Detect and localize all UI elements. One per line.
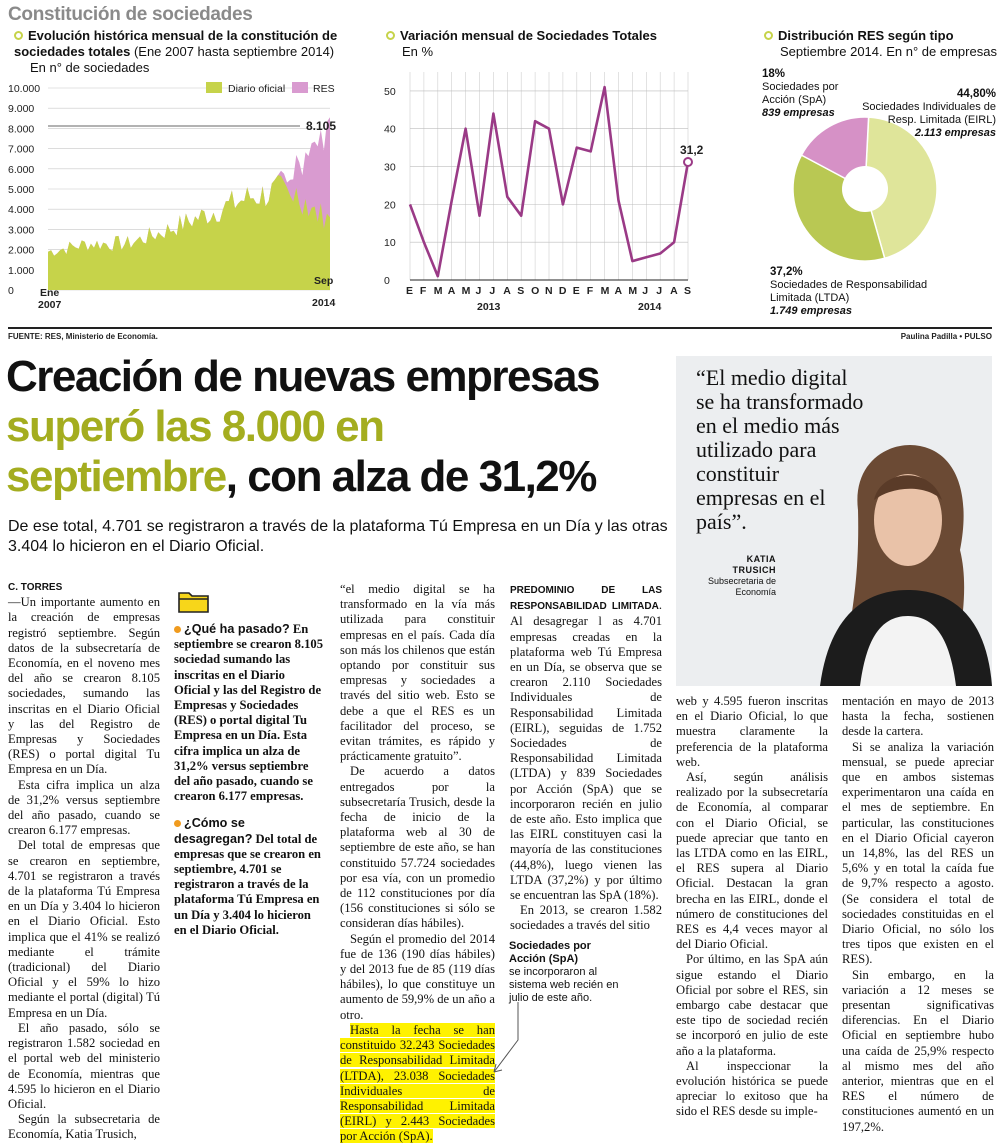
column-4 xyxy=(510,582,662,934)
qa-question-2: ¿Cómo se desagregan? xyxy=(174,816,253,846)
x-tick-label: J xyxy=(656,285,663,297)
x-tick-label: S xyxy=(517,285,525,297)
paragraph: “el medio digital se ha transformado en la vía más utilizada para constituir empresas en el país. Cada día son más los chilenos que están optando por constituir sus empresas y sociedades a través del sitio web. Esto se debe a que el RES es un facilitador del proceso, se evitan trámites, es rápido y prácticamente gratuito”. xyxy=(340,582,495,764)
chart1-x-start: Ene xyxy=(40,287,60,299)
pie-name-spa: Sociedades por Acción (SpA) xyxy=(762,81,839,106)
y-tick-label: 10 xyxy=(384,237,396,250)
x-tick-label: M xyxy=(628,285,638,297)
paragraph: web y 4.595 fueron inscritas en el Diario Oficial, lo que muestra claramente la preferencia de la plataforma web. xyxy=(676,694,828,769)
section-title: Constitución de sociedades xyxy=(8,4,253,25)
chart2-line-chart xyxy=(370,60,704,326)
legend-swatch-res xyxy=(292,82,308,93)
x-tick-label: J xyxy=(475,285,482,297)
x-tick-label: M xyxy=(433,285,443,297)
x-tick-label: M xyxy=(600,285,610,297)
y-tick-label: 2.000 xyxy=(8,244,35,257)
chart2-year-2013: 2013 xyxy=(477,301,501,313)
chart1-area-chart xyxy=(0,78,360,326)
chart2-annotation: 31,2 xyxy=(680,143,704,158)
pie-name-eirl: Sociedades Individuales de Resp. Limitada (EIRL) xyxy=(862,101,996,126)
chart2-header xyxy=(386,28,686,60)
column-6 xyxy=(842,694,994,1135)
subheadline: De ese total, 4.701 se registraron a través de la plataforma Tú Empresa en un Día y las otras 3.404 lo hicieron en el Diario Oficial. xyxy=(8,518,668,555)
pie-label-eirl xyxy=(850,88,996,140)
chart3-subtitle: Septiembre 2014. En n° de empresas xyxy=(780,44,997,59)
y-tick-label: 30 xyxy=(384,161,396,174)
paragraph: —Un importante aumento en la creación de empresas registró septiembre. Según datos de la subsecretaría de Economía, en el noveno mes del año se crearon 8.105 sociedades, sumando las inscritas en el Diario Oficial y las del Registro de Empresas y Sociedades (RES) o portal digital Tu Empresa en un Día. xyxy=(8,595,160,777)
subhead: PREDOMINIO DE LAS RESPONSABILIDAD LIMITADA xyxy=(510,585,662,613)
headline-line1: Creación de nuevas empresas xyxy=(6,352,599,401)
paragraph: Así, según análisis realizado por la subsecretaría de Economía, al comparar con el Diario Oficial, se puede apreciar que tanto en las LTDA como en las EIRL, el RES supera al Diario Oficial. Destacan la gran brecha en las EIRL, donde el número de constituciones del RES es 4,4 veces mayor al del Diario Oficial. xyxy=(676,770,828,952)
paragraph: Al inspeccionar la evolución histórica se puede apreciar lo exitoso que ha sido el RES desde su imple- xyxy=(676,1058,828,1119)
pie-label-ltda xyxy=(770,266,930,318)
x-tick-label: A xyxy=(614,285,623,297)
y-tick-label: 6.000 xyxy=(8,163,35,176)
chart1-y-ticks xyxy=(8,83,40,297)
x-tick-label: J xyxy=(489,285,496,297)
pie-count-eirl: 2.113 empresas xyxy=(914,127,996,139)
x-tick-label: A xyxy=(447,285,456,297)
y-tick-label: 5.000 xyxy=(8,184,35,196)
x-tick-label: M xyxy=(461,285,471,297)
chart1-x-end-year: 2014 xyxy=(312,297,336,309)
paragraph: Según el promedio del 2014 fue de 136 (190 días hábiles) y del 2013 fue de 85 (119 días hábiles), lo que constituye un aumento de 59,9% de un año a otro. xyxy=(340,931,495,1022)
headline-rest: , con alza de 31,2% xyxy=(225,452,596,501)
pie-pct-ltda: 37,2% xyxy=(770,266,803,278)
chart3-donut-hole xyxy=(842,166,888,212)
y-tick-label: 0 xyxy=(384,275,390,287)
chart1-diario-area xyxy=(48,175,330,290)
paragraph: Esta cifra implica un alza de 31,2% versus septiembre del año pasado, cuando se crearon 6.177 empresas. xyxy=(8,777,160,838)
chart2-title: Variación mensual de Sociedades Totales xyxy=(400,28,657,43)
paragraph: Según la subsecretaria de Economía, Katia Trusich, xyxy=(8,1112,160,1142)
headline xyxy=(6,352,676,502)
callout xyxy=(509,940,629,1005)
quote-name-last: TRUSICH xyxy=(732,565,776,575)
column-3 xyxy=(340,582,495,1145)
source-text: FUENTE: RES, Ministerio de Economía. xyxy=(8,332,158,341)
pie-count-ltda: 1.749 empresas xyxy=(770,305,852,317)
quote-attribution xyxy=(700,554,776,598)
headline-green2: septiembre xyxy=(6,452,226,501)
bullet-icon xyxy=(174,820,181,827)
paragraph: De acuerdo a datos entregados por la subsecretaría Trusich, desde la fecha de inicio de la plataforma web al 30 de septiembre de este año, se han constituido 57.724 sociedades por esa vía, con un promedio de 112 constituciones por día (156 constituciones si sólo se consideran días hábiles). xyxy=(340,764,495,931)
column-5 xyxy=(676,694,828,1120)
x-tick-label: S xyxy=(684,285,692,297)
qa-box xyxy=(174,622,324,938)
legend-swatch-diario xyxy=(206,82,222,93)
chart1-title: Evolución histórica mensual de la constitución de sociedades totales xyxy=(14,28,338,59)
y-tick-label: 50 xyxy=(384,85,396,98)
headline-green1: superó las 8.000 en xyxy=(6,402,384,451)
bullet-icon xyxy=(386,31,395,40)
chart1-x-start-year: 2007 xyxy=(38,299,62,311)
x-tick-label: E xyxy=(406,285,414,297)
x-tick-label: F xyxy=(419,285,427,297)
y-tick-label: 9.000 xyxy=(8,103,35,116)
qa-answer-1: En septiembre se crearon 8.105 sociedad sumando las inscritas en el Diario Oficial y las del Registro de Empresas y Sociedades (RES) o portal digital Tu Empresa en un Día. Esta cifra implica un alza de 31,2% versus septiembre del año pasado, cuando se crearon 6.177 empresas. xyxy=(174,622,323,804)
y-tick-label: 20 xyxy=(384,199,396,212)
pie-pct-eirl: 44,80% xyxy=(956,88,996,100)
y-tick-label: 8.000 xyxy=(8,123,35,136)
x-tick-label: O xyxy=(531,285,540,297)
quote-name-first: KATIA xyxy=(746,554,776,564)
y-tick-label: 1.000 xyxy=(8,264,35,277)
x-tick-label: F xyxy=(586,285,594,297)
quote-role: Subsecretaria de Economía xyxy=(707,576,776,597)
y-tick-label: 0 xyxy=(8,285,14,297)
paragraph: El año pasado, sólo se registraron 1.582 sociedad en el portal web del ministerio de Economía, mientras que 4.595 lo hicieron en el Diario Oficial. xyxy=(8,1020,160,1111)
qa-answer-2: Del total de empresas que se crearon en septiembre, 4.701 se registraron a través de la plataforma Tú Empresa en un Día y 3.404 lo hicieron en el Diario Oficial. xyxy=(174,831,321,937)
qa-item-2 xyxy=(174,816,324,938)
quote-text: “El medio digital se ha transformado en el medio más utilizado para constituir empresas en el país”. xyxy=(696,365,864,534)
pie-pct-spa: 18% xyxy=(762,68,786,80)
paragraph: Sin embargo, en la variación a 12 meses se presentan significativas diferencias. En el Diario Oficial en septiembre hubo una caída de 25,9% respecto al mismo mes del año anterior, mientras que en el RES el número de constituciones aumentó en un 197,2%. xyxy=(842,967,994,1134)
y-tick-label: 3.000 xyxy=(8,224,35,237)
chart2-unit: En % xyxy=(402,44,434,59)
chart1-header xyxy=(14,28,364,76)
legend-label-diario: Diario oficial xyxy=(228,83,286,95)
y-tick-label: 4.000 xyxy=(8,204,35,217)
y-tick-label: 40 xyxy=(384,123,396,136)
y-tick-label: 7.000 xyxy=(8,143,35,156)
pie-name-ltda: Sociedades de Responsabilidad Limitada (LTDA) xyxy=(770,279,928,304)
qa-item-1 xyxy=(174,622,324,804)
legend-label-res: RES xyxy=(313,83,335,95)
folder-icon xyxy=(176,585,212,615)
chart1-unit: En n° de sociedades xyxy=(30,60,150,75)
callout-title: Sociedades por Acción (SpA) xyxy=(509,940,591,965)
pie-label-spa xyxy=(762,68,862,120)
chart2-last-point xyxy=(684,158,692,166)
column-1 xyxy=(8,580,160,1143)
x-tick-label: N xyxy=(545,285,553,297)
bullet-icon xyxy=(14,31,23,40)
paragraph: En 2013, se crearon 1.582 sociedades a través del sitio xyxy=(510,903,662,933)
x-tick-label: A xyxy=(503,285,511,297)
paragraph: Del total de empresas que se crearon en septiembre, 4.701 se registraron a través de la plataforma Tú Empresa en un Día y 3.404 lo hicieron en el Diario Oficial. Esto implica que el 41% se realizó mediante el trámite (tradicional) del Diario Oficial y el 59% lo hizo mediante el portal (digital) Tú Empresa en un Día. xyxy=(8,838,160,1020)
bullet-icon xyxy=(174,626,181,633)
chart1-annotation: 8.105 xyxy=(306,119,337,133)
paragraph: . Al desagregar l as 4.701 empresas creadas en la plataforma web Tú Empresa en un Día, se observa que se crearon 2.110 Sociedades Individuales de Responsabilidad Limitada (EIRL), seguidas de 1.752 Sociedades de Responsabilidad Limitada (LTDA) y 839 Sociedades por Acción (SpA) que se incorporaron recién en julio de este año. Esto implica que las EIRL constituyen casi la mayoría de las constituciones (44,8%), luego vienen las LTDA (37,2%) y por último se encuentran las SpA (18%). xyxy=(510,598,662,903)
callout-pointer xyxy=(488,1000,528,1080)
credit-text: Paulina Padilla • PULSO xyxy=(900,332,992,341)
byline: C. TORRES xyxy=(8,582,63,593)
chart3-title: Distribución RES según tipo xyxy=(778,28,954,43)
bullet-icon xyxy=(764,31,773,40)
x-tick-label: A xyxy=(670,285,678,297)
paragraph: Si se analiza la variación mensual, se puede apreciar que en ambos sistemas experimentaron una caída en el mes de septiembre. En particular, las constituciones en el Diario Oficial cayeron un 14,8%, las del RES un 5,6% y en total la caída fue de 9,7% respecto a agosto. (Se considera el total de sociedades constituidas en el Diario Oficial, no sólo los tres tipos que existen en el RES). xyxy=(842,739,994,967)
x-tick-label: D xyxy=(558,285,567,297)
x-tick-label: E xyxy=(572,285,580,297)
callout-text: se incorporaron al sistema web recién en julio de este año. xyxy=(509,966,619,1004)
source-bar xyxy=(8,327,992,341)
paragraph: mentación en mayo de 2013 hasta la fecha, sostienen desde la cartera. xyxy=(842,694,994,739)
qa-question-1: ¿Qué ha pasado? xyxy=(184,622,290,636)
pie-count-spa: 839 empresas xyxy=(762,107,835,119)
y-tick-label: 10.000 xyxy=(8,83,41,95)
chart1-title-range: (Ene 2007 hasta septiembre 2014) xyxy=(133,44,335,59)
paragraph: Por último, en las SpA aún sigue estando el Diario Oficial por sobre el RES, sin embargo cabe destacar que este tipo de sociedad recién se incorporó en julio de este año a la plataforma. xyxy=(676,952,828,1058)
chart2-year-2014: 2014 xyxy=(638,301,662,313)
chart3-header xyxy=(764,28,1000,60)
highlighted-paragraph: Hasta la fecha se han constituido 32.243 Sociedades de Responsabilidad Limitada (LTDA), 23.038 Sociedades Individuales de Responsabilidad Limitada (EIRL) y 2.443 Sociedades por Acción (SpA). xyxy=(340,1022,495,1144)
chart1-x-end: Sep xyxy=(314,275,334,287)
x-tick-label: J xyxy=(642,285,649,297)
